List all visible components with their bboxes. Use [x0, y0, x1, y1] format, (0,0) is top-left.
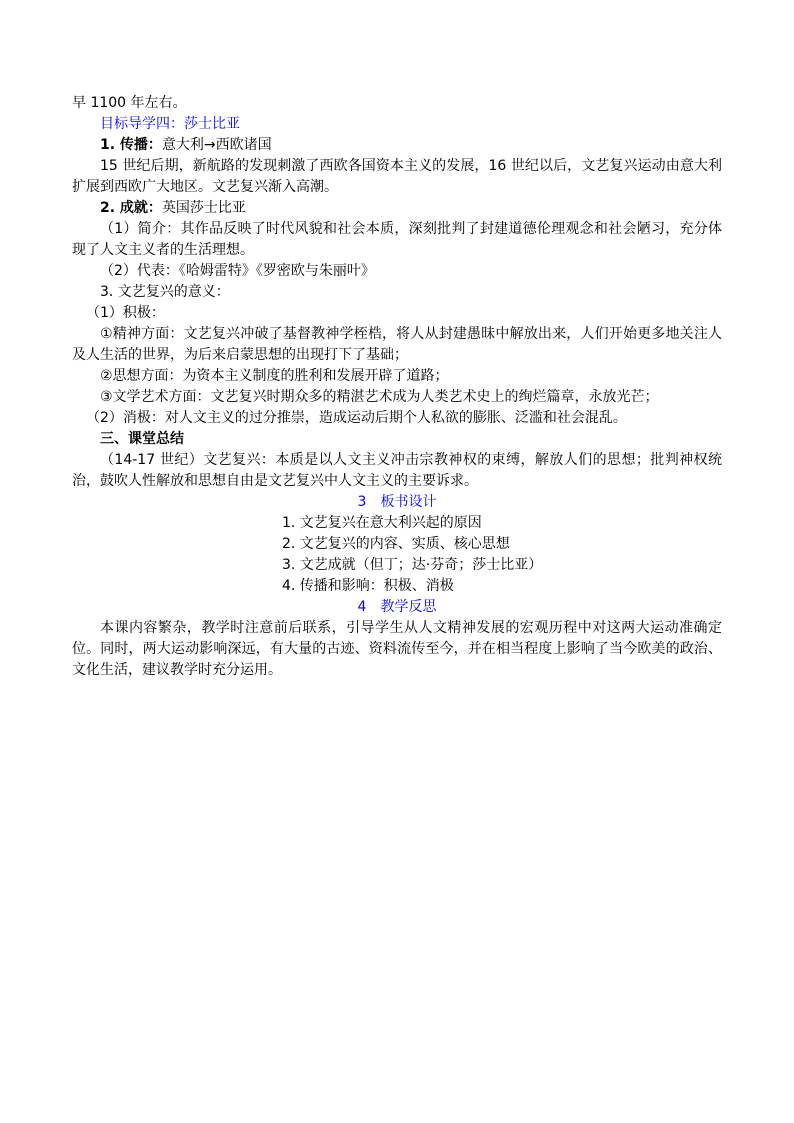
meaning-line: 3. 文艺复兴的意义： — [100, 284, 230, 300]
board-item-4: 4. 传播和影响：积极、消极 — [282, 578, 454, 594]
board-item-1: 1. 文艺复兴在意大利兴起的原因 — [282, 515, 482, 531]
thought-line: ②思想方面：为资本主义制度的胜利和发展开辟了道路； — [100, 368, 449, 384]
works-line: （2）代表：《哈姆雷特》《罗密欧与朱丽叶》 — [100, 263, 375, 279]
intro-paragraph: （1）简介：其作品反映了时代风貌和社会本质，深刻批判了封建道德伦理观念和社会陋习，充分体现了人文主义者的生活理想。 — [72, 221, 722, 258]
text-line: 早 1100 年左右。 — [72, 95, 187, 111]
section-heading-goal4: 目标导学四：莎士比亚 — [100, 116, 240, 132]
board-item-3: 3. 文艺成就（但丁；达·芬奇；莎士比亚） — [282, 557, 543, 573]
achieve-label: 2. 成就： — [100, 200, 162, 216]
board-item-2: 2. 文艺复兴的内容、实质、核心思想 — [282, 536, 510, 552]
spread-paragraph: 15 世纪后期，新航路的发现刺激了西欧各国资本主义的发展，16 世纪以后，文艺复兴运动由意大利扩展到西欧广大地区。文艺复兴渐入高潮。 — [72, 158, 722, 195]
art-line: ③文学艺术方面：文艺复兴时期众多的精湛艺术成为人类艺术史上的绚烂篇章，永放光芒； — [100, 389, 659, 405]
reflection-heading: 4 教学反思 — [357, 599, 437, 615]
achieve-line — [72, 198, 722, 219]
spirit-paragraph: ①精神方面：文艺复兴冲破了基督教神学桎梏，将人从封建愚昧中解放出来，人们开始更多地关注人及人生活的世界，为后来启蒙思想的出现打下了基础； — [72, 326, 722, 363]
spread-line — [72, 135, 722, 156]
reflection-paragraph: 本课内容繁杂，教学时注意前后联系，引导学生从人文精神发展的宏观历程中对这两大运动准确定位。同时，两大运动影响深远，有大量的古迹、资料流传至今，并在相当程度上影响了当今欧美的政治、文化生活，建议教学时充分运用。 — [72, 620, 722, 678]
negative-line: （2）消极：对人文主义的过分推崇，造成运动后期个人私欲的膨胀、泛滥和社会混乱。 — [86, 410, 627, 426]
positive-line: （1）积极： — [86, 305, 165, 321]
summary-paragraph: （14-17 世纪）文艺复兴：本质是以人文主义冲击宗教神权的束缚，解放人们的思想；批判神权统治，鼓吹人性解放和思想自由是文艺复兴中人文主义的主要诉求。 — [72, 452, 722, 489]
summary-heading: 三、课堂总结 — [100, 431, 184, 447]
document-page — [72, 93, 722, 681]
spread-text: 意大利→西欧诸国 — [161, 137, 272, 153]
board-design-heading: 3 板书设计 — [357, 494, 437, 510]
achieve-text: 英国莎士比亚 — [161, 200, 246, 216]
spread-label: 1. 传播： — [100, 137, 162, 153]
